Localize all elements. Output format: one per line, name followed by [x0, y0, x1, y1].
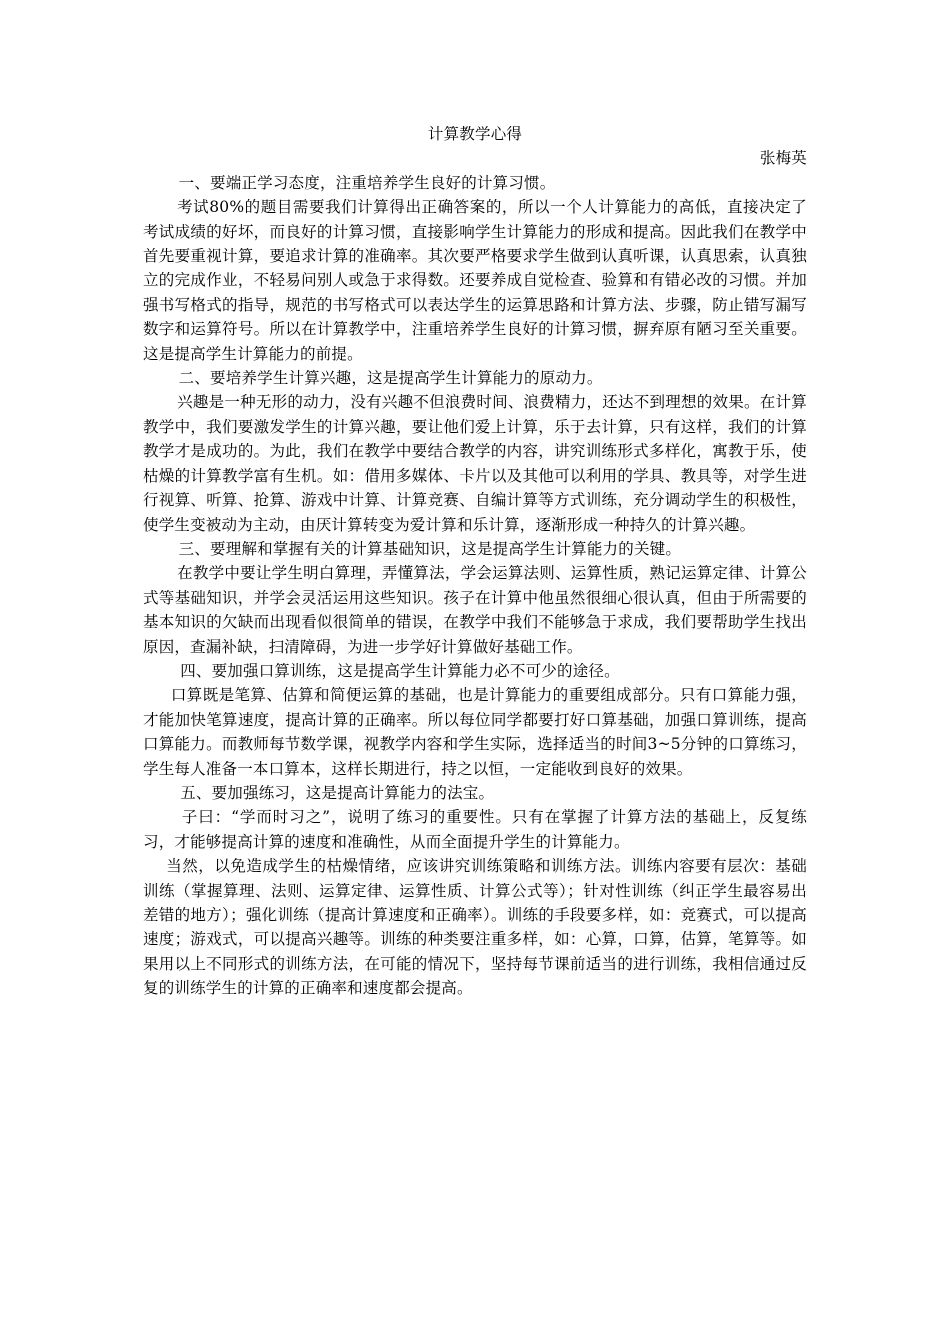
- section-heading-5: 五、要加强练习，这是提高计算能力的法宝。: [180, 783, 495, 802]
- section-paragraph-4: 口算既是笔算、估算和简便运算的基础，也是计算能力的重要组成部分。只有口算能力强，才能加快笔算速度，提高计算的正确率。所以每位同学都要打好口算基础，加强口算训练，提高口算能力。而教师每节数学课，视教学内容和学生实际，选择适当的时间3~5分钟的口算练习，学生每人准备一本口算本，这样长期进行，持之以恒，一定能收到良好的效果。: [143, 686, 807, 778]
- section-heading-2: 二、要培养学生计算兴趣，这是提高学生计算能力的原动力。: [178, 369, 603, 388]
- section-heading-1: 一、要端正学习态度，注重培养学生良好的计算习惯。: [178, 173, 556, 192]
- document-author: 张梅英: [759, 149, 807, 168]
- document-title: 计算教学心得: [427, 125, 523, 143]
- section-paragraph-2: 兴趣是一种无形的动力，没有兴趣不但浪费时间、浪费精力，还达不到理想的效果。在计算教学中，我们要激发学生的计算兴趣，要让他们爱上计算，乐于去计算，只有这样，我们的计算教学才是成功的。为此，我们在教学中要结合教学的内容，讲究训练形式多样化，寓教于乐，使枯燥的计算教学富有生机。如：借用多媒体、卡片以及其他可以利用的学具、教具等，对学生进行视算、听算、抢算、游戏中计算、计算竞赛、自编计算等方式训练，充分调动学生的积极性，使学生变被动为主动，由厌计算转变为爱计算和乐计算，逐渐形成一种持久的计算兴趣。: [143, 393, 807, 534]
- section-paragraph-5a: 子曰：“学而时习之”，说明了练习的重要性。只有在掌握了计算方法的基础上，反复练习，才能够提高计算的速度和准确性，从而全面提升学生的计算能力。: [143, 808, 807, 851]
- section-heading-3: 三、要理解和掌握有关的计算基础知识，这是提高学生计算能力的关键。: [178, 539, 682, 558]
- section-paragraph-3: 在教学中要让学生明白算理，弄懂算法，学会运算法则、运算性质，熟记运算定律、计算公式等基础知识，并学会灵活运用这些知识。孩子在计算中他虽然很细心很认真，但由于所需要的基本知识的欠缺而出现看似很简单的错误，在教学中我们不能够急于求成，我们要帮助学生找出原因，查漏补缺，扫清障碍，为进一步学好计算做好基础工作。: [143, 564, 807, 656]
- document-body: [143, 122, 807, 1001]
- section-paragraph-5b: 当然，以免造成学生的枯燥情绪，应该讲究训练策略和训练方法。训练内容要有层次：基础训练（掌握算理、法则、运算定律、运算性质、计算公式等）；针对性训练（纠正学生最容易出差错的地方）；强化训练（提高计算速度和正确率）。训练的手段要多样，如：竞赛式，可以提高速度；游戏式，可以提高兴趣等。训练的种类要注重多样，如：心算，口算，估算，笔算等。如果用以上不同形式的训练方法，在可能的情况下，坚持每节课前适当的进行训练，我相信通过反复的训练学生的计算的正确率和速度都会提高。: [143, 857, 807, 998]
- section-paragraph-1: 考试80%的题目需要我们计算得出正确答案的，所以一个人计算能力的高低，直接决定了考试成绩的好坏，而良好的计算习惯，直接影响学生计算能力的形成和提高。因此我们在教学中首先要重视计算，要追求计算的准确率。其次要严格要求学生做到认真听课，认真思索，认真独立的完成作业，不轻易问别人或急于求得数。还要养成自觉检查、验算和有错必改的习惯。并加强书写格式的指导，规范的书写格式可以表达学生的运算思路和计算方法、步骤，防止错写漏写数字和运算符号。所以在计算教学中，注重培养学生良好的计算习惯，摒弃原有陋习至关重要。这是提高学生计算能力的前提。: [143, 198, 807, 363]
- section-heading-4: 四、要加强口算训练，这是提高学生计算能力必不可少的途径。: [180, 661, 620, 680]
